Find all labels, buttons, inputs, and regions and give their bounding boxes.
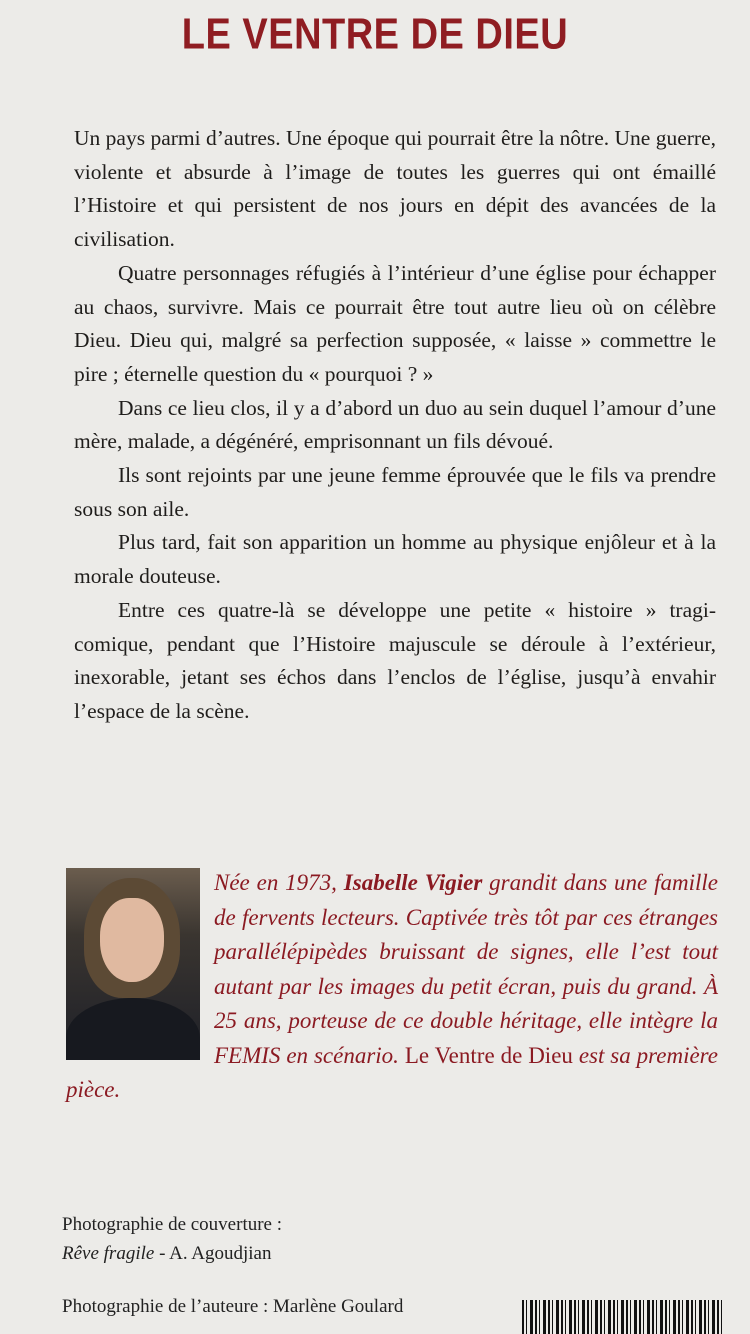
cover-photo-author: - A. Agoudjian [154, 1243, 272, 1264]
barcode [522, 1300, 722, 1334]
bio-text: est sa première pièce. [66, 1042, 718, 1102]
bio-book-title: Le Ventre de Dieu [404, 1042, 573, 1068]
book-title: LE VENTRE DE DIEU [181, 10, 569, 60]
cover-photo-title: Rêve fragile [62, 1243, 155, 1264]
cover-credit-label: Photographie de couverture : [62, 1214, 283, 1235]
synopsis-paragraph: Un pays parmi d’autres. Une époque qui pourrait être la nôtre. Une guerre, violente et absurde à l’image de toutes les guerres qui ont émaillé l’Histoire et qui persistent de nos jours en dépit des avancées de la civilisation. [74, 126, 716, 252]
synopsis-paragraph: Entre ces quatre-là se développe une petite « histoire » tragi-comique, pendant que l’Histoire majuscule se déroule à l’extérieur, inexorable, jetant ses échos dans l’enclos de l’église, jusqu’à envahir l’espace de la scène. [74, 597, 716, 723]
author-bio [66, 866, 718, 1108]
author-name: Isabelle Vigier [343, 870, 483, 895]
cover-photo-credit [62, 1210, 282, 1268]
bio-text: Née en 1973, [214, 870, 344, 895]
bio-text: grandit dans une famille de fervents lecteurs. Captivée très tôt par ces étranges parallélépipèdes bruissant de signes, elle l’est tout autant par les images du petit écran, puis du grand. À 25 ans, porteuse de ce double héritage, elle intègre la FEMIS en scénario. [214, 870, 718, 1068]
synopsis-paragraph: Quatre personnages réfugiés à l’intérieur d’une église pour échapper au chaos, survivre. Mais ce pourrait être tout autre lieu où on célèbre Dieu. Dieu qui, malgré sa perfection supposée, « laisse » commettre le pire ; éternelle question du « pourquoi ? » [74, 260, 716, 386]
synopsis-paragraph: Plus tard, fait son apparition un homme au physique enjôleur et à la morale douteuse. [74, 530, 716, 589]
synopsis-paragraph: Dans ce lieu clos, il y a d’abord un duo au sein duquel l’amour d’une mère, malade, a dégénéré, emprisonnant un fils dévoué. [74, 395, 716, 454]
synopsis-paragraph: Ils sont rejoints par une jeune femme éprouvée que le fils va prendre sous son aile. [74, 463, 716, 521]
author-photo-credit: Photographie de l’auteure : Marlène Goulard [62, 1296, 404, 1317]
back-cover-synopsis [74, 122, 716, 729]
